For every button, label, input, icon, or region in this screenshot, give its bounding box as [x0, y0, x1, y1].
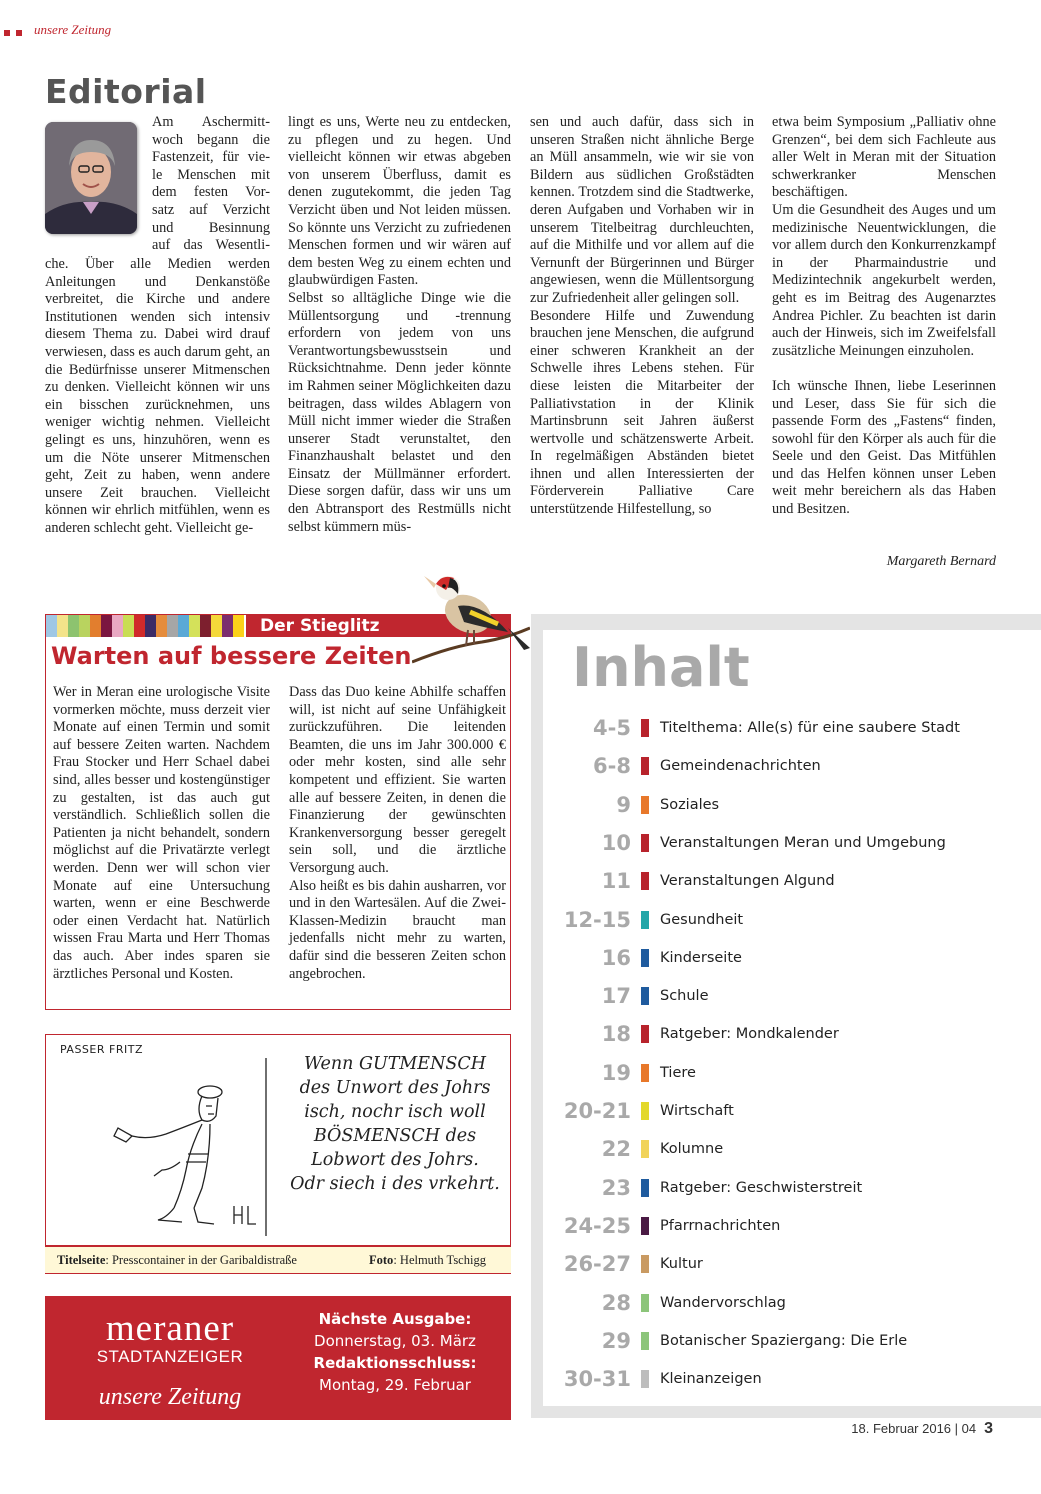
- deadline-label: Redaktionsschluss:: [313, 1354, 477, 1372]
- header-mark: [16, 30, 22, 36]
- stieglitz-paragraph: Also heißt es bis dahin ausharren, vor und in den Wartesälen. Auf die Zwei-Klassen-Medizin braucht man jedenfalls nicht mehr zu warten, dafür sind die besseren Zeiten schon angebrochen.: [289, 877, 506, 982]
- toc-color-marker: [641, 949, 649, 967]
- toc-page-number: 16: [601, 945, 631, 970]
- editorial-line: auf das Wesentli-: [152, 237, 270, 254]
- publication-name: unsere Zeitung: [34, 22, 112, 37]
- editorial-line: woch begann die: [152, 131, 270, 148]
- toc-label: Kolumne: [660, 1141, 724, 1158]
- goldfinch-icon: [412, 566, 530, 664]
- cartoon-line: BÖSMENSCH des: [313, 1126, 477, 1146]
- editorial-paragraph: Selbst so alltägliche Dinge wie die Müllentsorgung und -trennung erfordern von jedem von uns Verantwortungsbewusstsein und Rücksichtnahme. Denn jeder könnte im Rahmen seiner Möglichkeiten dazu beitragen, dass wildes Ablagern von Müll nicht immer wieder die Straßen unserer Stadt verunstaltet, den Finanzhaushalt belastet und den Einsatz der Müllmänner erfordert. Diese sorgen dafür, dass wir uns um den Abtransport des Restmülls nicht selbst kümmern müs-: [288, 289, 511, 535]
- editorial-col1: [45, 256, 270, 538]
- editorial-col1-wrapped: [152, 114, 270, 255]
- toc-color-marker: [641, 1217, 649, 1235]
- toc-label: Tiere: [660, 1064, 696, 1081]
- editorial-line: Fastenzeit, für vie-: [152, 149, 270, 166]
- toc-color-marker: [641, 719, 649, 737]
- toc-label: Veranstaltungen Algund: [660, 873, 835, 890]
- editorial-paragraph: Um die Gesundheit des Auges und um medizinische Neuentwicklungen, die vor allem durch den Konkurrenzkampf in der Pharmaindustrie und Medizintechnik angekurbelt werden, geht es im Beitrag des Augenarztes Andrea Pichler. Zu beachten ist darin auch der Hinweis, sich im Zweifelsfall zusätzliche Meinungen einzuholen.: [772, 201, 996, 359]
- editorial-paragraph: che. Über alle Medien werden Anleitungen und Denkanstöße verbreitet, die Kirche und andere Institutionen wenden sich intensiv diesem Thema zu. Dabei wird drauf verwiesen, dass es auch darum geht, an die Bedürfnisse unserer Mitmenschen zu denken. Vielleicht können wir uns ein bisschen zurücknehmen, uns weniger wichtig nehmen. Vielleicht gelingt es uns, hinzuhören, wenn es um die Nöte unserer Mitmenschen geht, Zeit zu haben, wenn andere unsere Zeit brauchen. Vielleicht können wir ehrlich mitfühlen, wenn es anderen schlecht geht. Vielleicht ge-: [45, 256, 270, 536]
- toc-color-marker: [641, 1179, 649, 1197]
- toc-label: Schule: [660, 988, 709, 1005]
- toc-page-number: 23: [601, 1175, 631, 1200]
- toc-label: Titelthema: Alle(s) für eine saubere Stadt: [660, 720, 960, 736]
- author-photo: [45, 122, 137, 234]
- cartoon-drawing: [62, 1058, 272, 1236]
- cartoon-line: Lobwort des Johrs.: [311, 1150, 479, 1170]
- color-stripes: [46, 615, 244, 637]
- editorial-paragraph: etwa beim Symposium „Palliativ ohne Grenzen“, bei dem sich Fachleute aus aller Welt in Meran mit der Situation schwerkranker Menschen beschäftigen.: [772, 114, 996, 201]
- toc-label: Kinderseite: [660, 949, 742, 966]
- publication-banner: [45, 1296, 511, 1420]
- toc-page-number: 18: [601, 1022, 631, 1047]
- credit-title-text: : Presscontainer in der Garibaldistraße: [105, 1253, 297, 1267]
- toc-label: Soziales: [660, 796, 720, 813]
- page-footer: [851, 1420, 993, 1438]
- toc-color-marker: [641, 1102, 649, 1120]
- toc-page-number: 19: [601, 1060, 631, 1085]
- toc-label: Ratgeber: Geschwisterstreit: [660, 1179, 863, 1196]
- header-mark: [4, 30, 10, 36]
- cartoon-line: Odr siech i des vrkehrt.: [290, 1174, 500, 1194]
- toc-color-marker: [641, 757, 649, 775]
- cartoon-line: isch, nochr isch woll: [304, 1102, 486, 1122]
- toc-label: Wirtschaft: [660, 1103, 734, 1119]
- toc-page-number: 30-31: [563, 1367, 631, 1392]
- editorial-col3: [530, 114, 754, 519]
- toc-color-marker: [641, 1025, 649, 1043]
- toc-color-marker: [641, 987, 649, 1005]
- toc-page-number: 22: [601, 1137, 631, 1162]
- toc-label: Botanischer Spaziergang: Die Erle: [660, 1332, 908, 1349]
- toc-label: Kleinanzeigen: [660, 1371, 762, 1388]
- stieglitz-label: Der Stieglitz: [246, 615, 510, 637]
- editorial-line: le Menschen mit: [152, 166, 270, 183]
- cartoon-line: des Unwort des Johrs: [299, 1078, 491, 1098]
- credit-title-label: Titelseite: [57, 1253, 106, 1267]
- stieglitz-col1: [53, 684, 270, 983]
- editorial-paragraph: Besondere Hilfe und Zuwendung brauchen jene Menschen, die aufgrund einer schweren Krankheit an der Schwelle ihres Lebens stehen. Für diese leisten die Mitarbeiter der Palliativstation in der Klinik Martinsbrunn seit Jahren äußerst wertvolle und schätzenswerte Arbeit. In regelmäßigen Abständen bietet ihnen und allen Interessierten der Förderverein Palliative Care unterstützende Hilfestellung, so: [530, 307, 754, 518]
- toc-page-number: 11: [601, 869, 631, 894]
- editorial-paragraph: sen und auch dafür, dass sich in unseren Straßen nicht ähnliche Berge an Müll ansammeln, wie wir sie von Bildern aus südlichen Großstädten kennen. Trotzdem sind die Stadtwerke, deren Aufgaben und Vorhaben wir in unserem Titelbeitrag durchleuchten, auf die Mithilfe und vor allem auf die Vernunft der Bürgerinnen und Bürger angewiesen, wenn die Müllentsorgung zur Zufriedenheit aller gelingen soll.: [530, 114, 754, 306]
- toc-label: Wandervorschlag: [660, 1294, 786, 1311]
- editorial-heading: Editorial: [45, 72, 207, 111]
- stieglitz-paragraph: Wer in Meran eine urologische Visite vormerken möchte, muss derzeit vier Monate auf einen Termin und somit auf bessere Zeiten warten. Nachdem Frau Stocker und Herr Schael dabei sind, alles besser und kostengünstiger zu gestalten, ist das auch gut verständlich. Schließlich sollen die Patienten ja nicht behandelt, sondern möglichst auf die Privatärzte verlegt werden. Denn wer will schon vier Monate auf eine Untersuchung warten, wenn er eine Beschwerde oder einen Verdacht hat. Natürlich wissen Frau Marta und Herr Thomas das auch. Aber indes sparen sie ärztliches Personal und Kosten.: [53, 684, 270, 982]
- cartoon-line: Wenn GUTMENSCH: [303, 1054, 487, 1074]
- toc-color-marker: [641, 1370, 649, 1388]
- footer-date-issue: 18. Februar 2016 | 04: [851, 1421, 977, 1436]
- toc-color-marker: [641, 834, 649, 852]
- editorial-paragraph: lingt es uns, Werte neu zu entdecken, zu pflegen und zu hegen. Und vielleicht können wir etwas abgeben von unserem Überfluss, damit es denen zugutekommt, die jeden Tag Verzicht üben und Not leiden müssen. So könnte uns Verzicht zu zufriedenen Menschen formen und wir wären auf dem besten Weg zu einem echten und glaubwürdigen Fasten.: [288, 114, 511, 289]
- page-number: 3: [984, 1420, 993, 1437]
- cartoon-caption: [285, 1052, 505, 1196]
- toc-label: Pfarrnachrichten: [660, 1217, 781, 1234]
- toc-page-number: 24-25: [563, 1213, 631, 1238]
- toc-label: Ratgeber: Mondkalender: [660, 1026, 839, 1043]
- banner-logo-top: meraner: [105, 1308, 235, 1349]
- toc-label: Kultur: [660, 1256, 703, 1273]
- toc-label: Veranstaltungen Meran und Umgebung: [660, 834, 946, 851]
- toc-color-marker: [641, 872, 649, 890]
- toc-page-number: 10: [601, 830, 631, 855]
- credit-photo-text: : Helmuth Tschigg: [393, 1253, 486, 1267]
- toc-page-number: 9: [616, 792, 631, 817]
- toc-page-number: 28: [601, 1290, 631, 1315]
- toc-page-number: 20-21: [563, 1099, 631, 1123]
- toc-page-number: 6-8: [593, 754, 631, 779]
- toc-color-marker: [641, 1064, 649, 1082]
- toc-color-marker: [641, 1255, 649, 1273]
- toc-color-marker: [641, 1140, 649, 1158]
- next-issue-date: Donnerstag, 03. März: [314, 1332, 476, 1350]
- editorial-line: Am Aschermitt-: [152, 114, 270, 130]
- editorial-line: dem festen Vor-: [152, 184, 270, 201]
- toc-color-marker: [641, 1332, 649, 1350]
- toc-color-marker: [641, 911, 649, 929]
- editorial-col4: [772, 114, 996, 519]
- editorial-paragraph: Ich wünsche Ihnen, liebe Leserinnen und Leser, dass Sie für sich die passende Form des „Fastens“ finden, sowohl für den Körper als auch für die Seele und den Geist. Das Mitfühlen und das Helfen können unser Leben weit mehr bereichern als das Haben und Besitzen.: [772, 377, 996, 518]
- cartoon-label: PASSER FRITZ: [60, 1043, 143, 1056]
- editorial-line: und Besinnung: [152, 219, 270, 236]
- credit-photo-label: Foto: [369, 1253, 394, 1267]
- toc-page-number: 12-15: [563, 907, 631, 932]
- banner-logo-bottom: unsere Zeitung: [98, 1384, 242, 1410]
- toc-color-marker: [641, 796, 649, 814]
- inhalt-title: Inhalt: [572, 636, 750, 699]
- editorial-line: satz auf Verzicht: [152, 201, 270, 218]
- toc-page-number: 26-27: [563, 1252, 631, 1277]
- stieglitz-paragraph: Dass das Duo keine Abhilfe schaffen will, ist nicht auf seine Unfähigkeit zurückzuführen. Die leitenden Beamten, die uns im Jahr 300.000 € oder mehr kosten, sind alle sehr kompetent und effizient. Sie warten alle auf bessere Zeiten, in denen die Finanzierung der gewünschten Krankenversorgung besser geregelt sein soll, und die ärztliche Versorgung auch.: [289, 684, 506, 876]
- deadline-date: Montag, 29. Februar: [319, 1376, 471, 1394]
- editorial-col2: [288, 114, 511, 536]
- toc-label: Gemeindenachrichten: [660, 758, 821, 775]
- editorial-signature: Margareth Bernard: [886, 554, 996, 569]
- stieglitz-col2: [289, 684, 506, 983]
- cover-credit: [45, 1246, 511, 1274]
- toc-label: Gesundheit: [660, 911, 744, 928]
- toc-page-number: 29: [601, 1328, 631, 1353]
- toc-color-marker: [641, 1294, 649, 1312]
- toc-page-number: 4-5: [593, 716, 631, 740]
- next-issue-label: Nächste Ausgabe:: [318, 1310, 472, 1328]
- toc-page-number: 17: [601, 984, 631, 1009]
- banner-logo-mid: STADTANZEIGER: [96, 1347, 244, 1366]
- stieglitz-title: Warten auf bessere Zeiten: [51, 642, 412, 670]
